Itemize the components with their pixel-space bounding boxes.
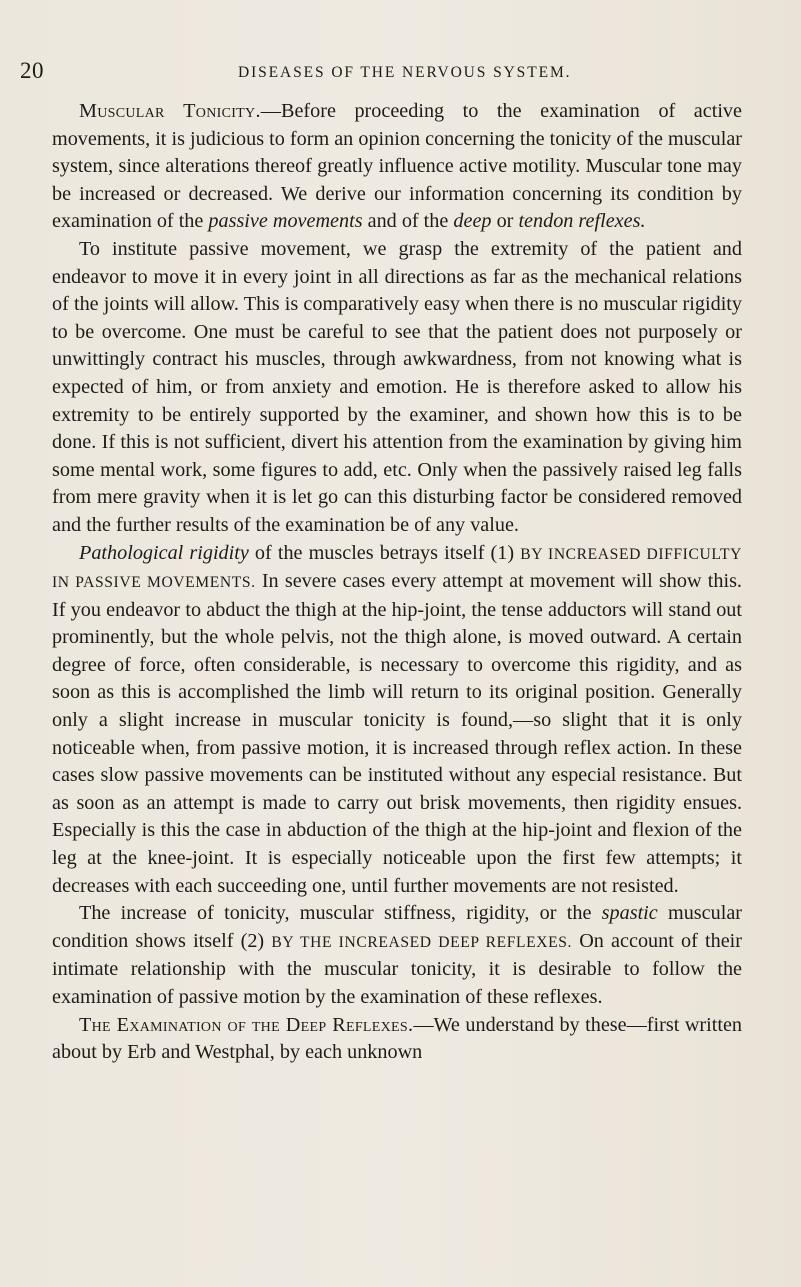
caps-increased-difficulty: BY INCREASED DIFFICULTY IN PASSIVE MOVEMENTS. <box>52 545 743 592</box>
page-header <box>0 58 801 88</box>
paragraph-text: or <box>491 210 519 233</box>
section-heading-deep-reflexes: The Examination of the Deep Reflexes. <box>79 1013 414 1036</box>
emphasis-passive-movements: passive movements <box>208 210 363 233</box>
paragraph-passive-movement: To institute passive movement, we grasp the extremity of the patient and endeavor to move it in every joint in all directions as far as the mechanical relations of the joints will allow. This is comparatively easy when there is no muscular rigidity to be overcome. One must be careful to see that the patient does not purposely or unwittingly contract his muscles, through awkwardness, from not knowing what is expected of him, or from anxiety and emotion. He is therefore asked to allow his extremity to be entirely supported by the examiner, and shown how this is to be done. If this is not sufficient, divert his attention from the examination by giving him some mental work, some figures to add, etc. Only when the passively raised leg falls from mere gravity when it is let go can this disturbing factor be considered removed and the further results of the examination be of any value. <box>52 237 742 536</box>
body-text <box>52 98 742 1067</box>
section-heading-muscular-tonicity: Muscular Tonicity. <box>79 100 261 122</box>
emphasis-pathological-rigidity: Pathological rigidity <box>79 541 249 564</box>
paragraph-text: and of the <box>362 210 454 233</box>
paragraph-text: On account of their intimate relationship with the muscular tonicity, it is desirable to follow the examination of passive motion by the examination of these reflexes. <box>52 929 742 1008</box>
paragraph-increase-of-tonicity <box>52 900 742 1011</box>
emphasis-deep: deep <box>453 210 492 233</box>
emphasis-tendon-reflexes: tendon reflexes. <box>518 210 646 233</box>
page-number: 20 <box>20 58 44 83</box>
paragraph-text: of the muscles betrays itself (1) <box>248 541 521 564</box>
paragraph-text: —We understand by these—first written about by Erb and Westphal, by each unknown <box>52 1013 742 1064</box>
paragraph-text: muscular condition shows itself (2) <box>52 902 743 952</box>
paragraph-text: The increase of tonicity, muscular stiffness, rigidity, or the <box>79 902 602 925</box>
paragraph-muscular-tonicity <box>52 98 742 236</box>
paragraph-deep-reflexes <box>52 1012 742 1067</box>
paragraph-text: In severe cases every attempt at movement will show this. If you endeavor to abduct the thigh at the hip-joint, the tense adductors will stand out prominently, but the whole pelvis, not the thigh alone, is moved outward. A certain degree of force, often considerable, is necessary to overcome this rigidity, and as soon as this is accomplished the limb will return to its original position. Generally only a slight increase in muscular tonicity is found,—so slight that it is only noticeable when, from passive motion, it is increased through reflex action. In these cases slow passive movements can be instituted without any especial resistance. But as soon as an attempt is made to carry out brisk movements, then rigidity ensues. Especially is this the case in abduction of the thigh at the hip-joint and flexion of the leg at the knee-joint. It is especially noticeable upon the first few attempts; it decreases with each succeeding one, until further movements are not resisted. <box>52 570 742 897</box>
paragraph-text: —Before proceeding to the examination of active movements, it is judicious to form an opinion concerning the tonicity of the muscular system, since alterations thereof greatly influence active motility. Muscular tone may be increased or decreased. We derive our information concerning its condition by examination of the <box>52 100 742 233</box>
paragraph-pathological-rigidity <box>52 540 742 901</box>
emphasis-spastic: spastic <box>601 902 658 925</box>
running-head: DISEASES OF THE NERVOUS SYSTEM. <box>238 64 572 81</box>
caps-increased-deep-reflexes: BY THE INCREASED DEEP REFLEXES. <box>271 933 573 951</box>
